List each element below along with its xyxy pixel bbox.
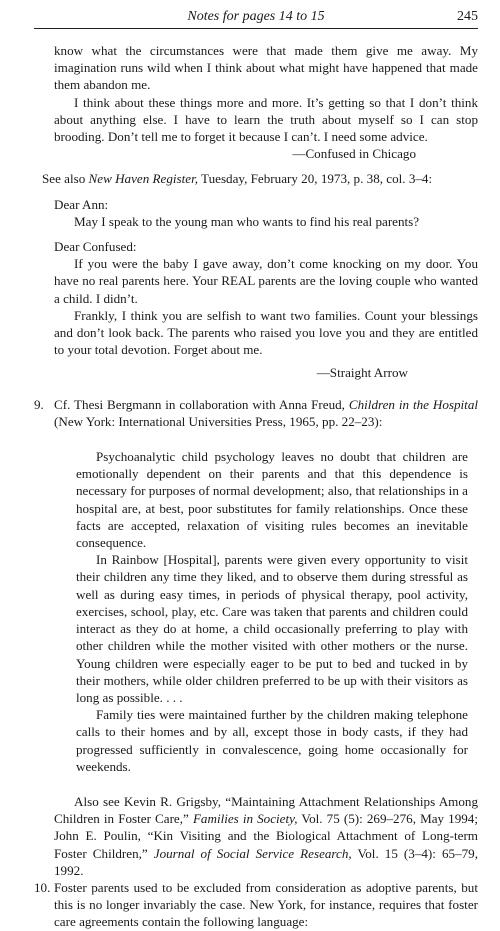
footnote-9 <box>34 396 478 430</box>
footnote-text: Foster parents used to be excluded from consideration as adoptive parents, but this is no longer invariably the case. New York, for instance, requires that foster care agreements contain the following language: <box>54 879 478 930</box>
quote-paragraph: In Rainbow [Hospital], parents were given every opportunity to visit their children any time they liked, and to observe them during stressful as well as during easy times, in periods of physical therapy, pool activity, exercises, school, play, etc. Care was taken that parents and children could interact as they do at home, a child occasionally preferring to play with other children while the mother visited with other mothers or the nurse. Young children were especially eager to be put to bed and tucked in by their mothers, while older children preferred to be up with their visitors as long as possible. . . . <box>76 552 468 705</box>
quote-paragraph: Psychoanalytic child psychology leaves no doubt that children are emotionally dependent on their parents and that this dependence is necessary for purposes of normal development; also, that relationships in a hospital are, at best, poor substitutes for family relationships. Once these facts are accepted, relaxation of visiting rules becomes an inevitable consequence. <box>76 449 468 551</box>
footnote-number: 10. <box>34 879 51 895</box>
letter-salutation: Dear Ann: <box>54 196 109 212</box>
running-header <box>34 6 478 29</box>
reply-signature: —Straight Arrow <box>316 365 408 381</box>
letter-paragraph: know what the circumstances were that made them give me away. My imagination runs wild when I think about what might have happened that made them abandon me. <box>54 43 478 93</box>
also-see-reference: Also see Kevin R. Grigsby, “Maintaining Attachment Relationships Among Children in Foster Care,” Families in Society, Vol. 75 (5): 269–276, May 1994; John E. Poulin, “Kin Visiting and the Biological Attachment of Long-term Foster Children,” Journal of Social Service Research, Vol. 15 (3–4): 65–79, 1992. <box>54 793 478 878</box>
journal-title: Families in Society, <box>192 811 298 827</box>
reply-paragraph: Frankly, I think you are selfish to want two families. Count your blessings and don’t look back. The parents who raised you love you and they are entitled to your total devotion. Forget about me. <box>54 307 478 358</box>
running-title: Notes for pages 14 to 15 <box>187 9 325 24</box>
letter-paragraph: I think about these things more and more. It’s getting so that I don’t think about anything else. I have to learn the truth about myself so I can stop brooding. Don’t tell me to forget it because I can’t. I need some advice. <box>54 94 478 145</box>
notes-body <box>34 42 478 931</box>
letter-paragraph: May I speak to the young man who wants to find his real parents? <box>74 213 420 229</box>
letter-signature: —Confused in Chicago <box>292 146 416 162</box>
reply-salutation: Dear Confused: <box>54 239 137 255</box>
footnote-text: Cf. Thesi Bergmann in collaboration with Anna Freud, Children in the Hospital (New York: International Universities Press, 1965, pp. 22–23): <box>54 396 479 429</box>
page-number: 245 <box>457 9 478 24</box>
journal-title: Journal of Social Service Research, <box>153 845 352 861</box>
book-title: Children in the Hospital <box>348 396 479 412</box>
source-title: New Haven Register, <box>88 171 199 187</box>
footnote-10 <box>34 879 478 931</box>
see-also-reference: See also New Haven Register, Tuesday, February 20, 1973, p. 38, col. 3–4: <box>42 171 433 187</box>
quote-paragraph: Family ties were maintained further by the children making telephone calls to their homes and by all, except those in body casts, if they had progressed sufficiently in convalescence, going home occasionally for weekends. <box>76 707 468 774</box>
block-quote <box>34 448 478 775</box>
footnote-number: 9. <box>34 396 44 412</box>
reply-paragraph: If you were the baby I gave away, don’t come knocking on my door. You have no real parents here. Your REAL parents are the loving couple who wanted a child. I didn’t. <box>54 256 478 306</box>
